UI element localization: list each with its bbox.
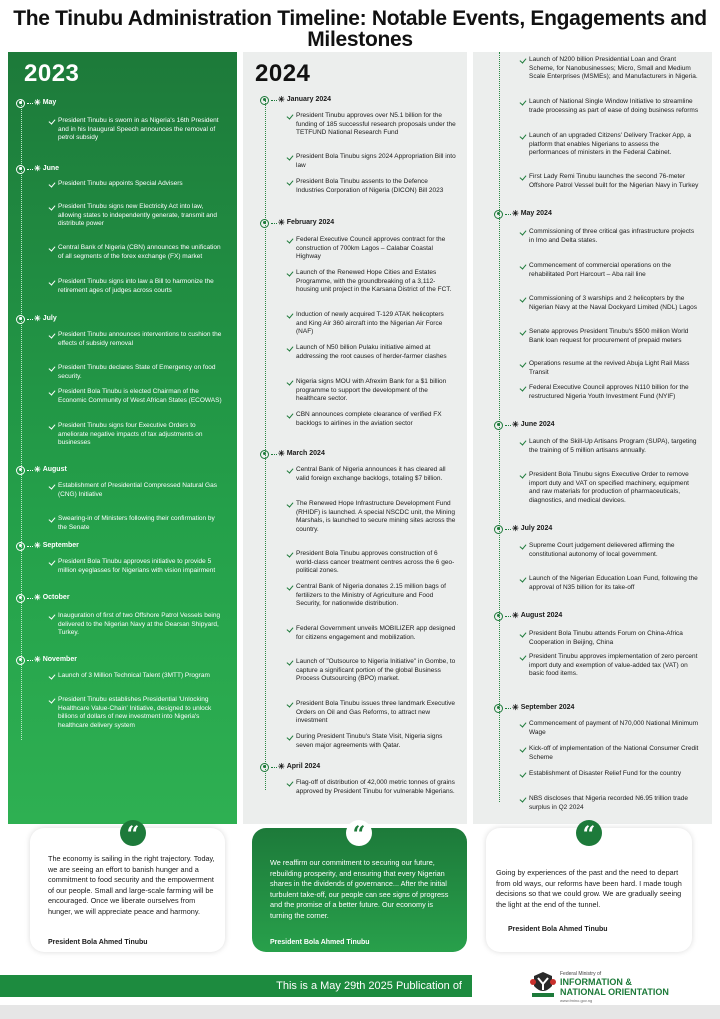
timeline-dot-icon <box>16 466 25 475</box>
ministry-prefix: Federal Ministry of <box>560 971 602 977</box>
quote-text: We reaffirm our commitment to securing our future, rebuilding prosperity, and ensuring that every Nigerian shares in the dividends of governance... After the initial turbulent take-off, our people can see signs of progress and the promise of a better future. Our economy is turning the corner. <box>270 858 449 920</box>
event: President Bola Tinubu signs Executive Order to remove import duty and VAT on specified machinery, equipment and raw materials for production of pharmaceuticals, diagnostics, and medical devices. <box>529 471 699 505</box>
asterisk-icon: ✳ <box>34 314 41 323</box>
event: President Bola Tinubu approves initiative to provide 5 million eyeglasses for Nigerians with vision impairment <box>58 558 223 575</box>
event: Swearing-in of Ministers following their confirmation by the Senate <box>58 515 223 532</box>
year-2024: 2024 <box>255 60 311 87</box>
asterisk-icon: ✳ <box>34 655 41 664</box>
page-title: The Tinubu Administration Timeline: Notable Events, Engagements and Milestones <box>13 7 707 51</box>
coat-of-arms-icon <box>530 970 556 998</box>
timeline-dot-icon <box>260 219 269 228</box>
asterisk-icon: ✳ <box>512 703 519 712</box>
event: President Tinubu establishes Presidential 'Unlocking Healthcare Value-Chain' Initiative, designed to unlock billions of dollars of new investment into Nigeria's healthcare delivery system <box>58 696 223 730</box>
event: Launch of National Single Window Initiative to streamline trade processing as part of ease of doing business reforms <box>529 98 699 114</box>
event: President Tinubu approves over N5.1 billion for the funding of 185 successful research proposals under the TETFUND National Research Fund <box>296 112 456 137</box>
event: Senate approves President Tinubu's $500 million World Bank loan request for procurement of prepaid meters <box>529 328 699 345</box>
event: President Tinubu signs four Executive Orders to ameliorate negative impacts of tax adjustments on businesses <box>58 422 223 448</box>
event: During President Tinubu's State Visit, Nigeria signs seven major agreements with Qatar. <box>296 733 456 750</box>
event: President Tinubu appoints Special Advisers <box>58 180 223 189</box>
bottom-bar <box>0 1005 720 1019</box>
event: Establishment of Disaster Relief Fund for the country <box>529 770 699 779</box>
month-january-2024: ✳ January 2024 <box>260 95 331 105</box>
month-october: ✳ October <box>16 593 70 603</box>
event: Launch of the Renewed Hope Cities and Estates Programme, with the groundbreaking of a 3,112-housing unit project in the Karsana District of the FCT. <box>296 269 456 295</box>
timeline-dot-icon <box>494 210 503 219</box>
month-february-2024: ✳ February 2024 <box>260 218 334 228</box>
timeline-dot-icon <box>16 165 25 174</box>
quote-icon: “ <box>576 820 602 846</box>
quote-author: President Bola Ahmed Tinubu <box>270 939 370 946</box>
timeline-line <box>21 100 22 740</box>
event: Launch of the Skill-Up Artisans Program (SUPA), targeting the training of 5 million artisans annually. <box>529 438 699 455</box>
timeline-dot-icon <box>494 525 503 534</box>
month-august: ✳ August <box>16 465 67 475</box>
timeline-dot-icon <box>260 763 269 772</box>
event: President Tinubu declares State of Emergency on food security. <box>58 364 223 381</box>
month-april-2024: ✳ April 2024 <box>260 762 320 772</box>
event: Kick-off of implementation of the National Consumer Credit Scheme <box>529 745 699 761</box>
quote-card-3 <box>486 822 692 952</box>
publication-footer: This is a May 29th 2025 Publication of <box>0 975 472 997</box>
event: Federal Executive Council approves contract for the construction of 700km Lagos – Calabar Coastal Highway <box>296 236 456 262</box>
quote-card-2 <box>252 822 467 952</box>
month-may-2024: ✳ May 2024 <box>494 209 552 219</box>
event: The Renewed Hope Infrastructure Development Fund (RHIDF) is launched. A special NSCDC unit, the Mining Marshals, is launched to secure mining sites across the country. <box>296 500 456 533</box>
event: Induction of newly acquired T-129 ATAK helicopters and King Air 360 aircraft into the Nigerian Air Force (NAF) <box>296 311 456 337</box>
event: Commencement of commercial operations on the rehabilitated Port Harcourt – Aba rail line <box>529 262 699 279</box>
month-july: ✳ July <box>16 314 57 324</box>
event: President Bola Tinubu approves construction of 6 world-class cancer treatment centres across the 6 geo-political zones. <box>296 550 455 575</box>
timeline-2024-column-1 <box>243 52 467 824</box>
event: Operations resume at the revived Abuja Light Rail Mass Transit <box>529 360 699 377</box>
asterisk-icon: ✳ <box>34 465 41 474</box>
month-march-2024: ✳ March 2024 <box>260 449 325 459</box>
timeline-dot-icon <box>494 612 503 621</box>
quote-icon: “ <box>120 820 146 846</box>
event: President Tinubu signs into law a Bill to harmonize the retirement ages of judges across courts <box>58 278 223 295</box>
event: Flag-off of distribution of 42,000 metric tonnes of grains approved by President Tinubu for vulnerable Nigerians. <box>296 779 455 795</box>
month-august-2024: ✳ August 2024 <box>494 611 562 621</box>
timeline-dot-icon <box>494 421 503 430</box>
quote-author: President Bola Ahmed Tinubu <box>48 939 148 946</box>
timeline-dot-icon <box>260 450 269 459</box>
month-november: ✳ November <box>16 655 77 665</box>
event: Commissioning of 3 warships and 2 helicopters by the Nigerian Navy at the Naval Dockyard Limited (NDL) Lagos <box>529 295 697 311</box>
timeline-dot-icon <box>16 542 25 551</box>
timeline-dot-icon <box>16 315 25 324</box>
timeline-dot-icon <box>16 656 25 665</box>
asterisk-icon: ✳ <box>34 593 41 602</box>
quote-icon: “ <box>346 820 372 846</box>
asterisk-icon: ✳ <box>34 98 41 107</box>
ministry-name: INFORMATION & NATIONAL ORIENTATION <box>560 977 669 997</box>
event: Launch of N200 billion Presidential Loan and Grant Scheme, for Nanobusinesses; Micro, Small and Medium Scale Enterprises (MSMEs); and Manufacturers in Nigeria. <box>529 56 698 81</box>
event: Launch of the Nigerian Education Loan Fund, following the approval of N35 billion for its take-off <box>529 575 698 591</box>
event: Launch of "Outsource to Nigeria Initiative" in Gombe, to capture a significant portion of the global Business Process Outsourcing (BPO) market. <box>296 658 456 683</box>
timeline-dot-icon <box>494 704 503 713</box>
asterisk-icon: ✳ <box>278 218 285 227</box>
event: First Lady Remi Tinubu launches the second 76-meter Offshore Patrol Vessel built for the Nigerian Navy in Turkey <box>529 173 699 189</box>
event: Nigeria signs MOU with Afrexim Bank for a $1 billion programme to support the development of the healthcare sector. <box>296 378 456 404</box>
timeline-2024-column-2 <box>473 52 712 824</box>
timeline-dot-icon <box>16 99 25 108</box>
event: President Bola Tinubu is elected Chairman of the Economic Community of West African States (ECOWAS) <box>58 388 222 404</box>
event: CBN announces complete clearance of verified FX backlogs to airlines in the aviation sector <box>296 411 456 428</box>
event: Central Bank of Nigeria announces it has cleared all valid foreign exchange backlogs, totaling $7 billion. <box>296 466 456 483</box>
event: Central Bank of Nigeria (CBN) announces the unification of all segments of the forex exchange (FX) market <box>58 244 223 261</box>
event: Launch of N50 billion Pulaku initiative aimed at addressing the root causes of herder-farmer clashes <box>296 344 456 361</box>
timeline-dot-icon <box>260 96 269 105</box>
ministry-logo <box>530 968 710 1002</box>
event: Commissioning of three critical gas infrastructure projects in Imo and Delta states. <box>529 228 699 245</box>
event: President Tinubu is sworn in as Nigeria's 16th President and in his Inaugural Speech announces the removal of petrol subsidy <box>58 117 223 143</box>
asterisk-icon: ✳ <box>512 209 519 218</box>
event: Commencement of payment of N70,000 National Minimum Wage <box>529 720 699 736</box>
event: Launch of 3 Million Technical Talent (3MTT) Program <box>58 672 223 681</box>
event: NBS discloses that Nigeria recorded N6.95 trillion trade surplus in Q2 2024 <box>529 795 699 812</box>
asterisk-icon: ✳ <box>34 541 41 550</box>
asterisk-icon: ✳ <box>278 95 285 104</box>
asterisk-icon: ✳ <box>512 420 519 429</box>
event: President Tinubu approves implementation of zero percent import duty and exemption of value-added tax (VAT) on basic food items. <box>529 653 698 678</box>
asterisk-icon: ✳ <box>278 762 285 771</box>
event: Inauguration of first of two Offshore Patrol Vessels being delivered to the Nigerian Navy at the Dearsan Shipyard, Turkey. <box>58 612 223 638</box>
year-2023: 2023 <box>24 60 80 87</box>
month-june-2024: ✳ June 2024 <box>494 420 555 430</box>
quote-text: Going by experiences of the past and the need to depart from old ways, our reforms have been hard. I made tough decisions so that we could grow. We are gradually seeing the light at the end of the tunnel. <box>496 868 682 909</box>
event: Establishment of Presidential Compressed Natural Gas (CNG) Initiative <box>58 482 223 499</box>
month-july-2024: ✳ July 2024 <box>494 524 552 534</box>
asterisk-icon: ✳ <box>34 164 41 173</box>
event: Central Bank of Nigeria donates 2.15 million bags of fertilizers to the Ministry of Agriculture and Food Security, for nationwide distribution. <box>296 583 456 609</box>
asterisk-icon: ✳ <box>512 524 519 533</box>
timeline-line <box>265 100 266 790</box>
event: President Bola Tinubu issues three landmark Executive Orders on Oil and Gas Reforms, to attract new investment <box>296 700 455 725</box>
timeline-2023-column <box>8 52 237 824</box>
quote-text: The economy is sailing in the right trajectory. Today, we are seeing an effort to banish hunger and a commitment to food security and the empowerment of our people. Small and large-scale farming will be encouraged. Once we liberate ourselves from hunger, we will appreciate peace and harmony. <box>48 854 215 916</box>
event: Launch of an upgraded Citizens' Delivery Tracker App, a platform that enables Nigerians to assess the performances of ministers in the Federal Cabinet. <box>529 132 699 158</box>
event: Federal Government unveils MOBILIZER app designed for citizens engagement and mobilization. <box>296 625 456 641</box>
asterisk-icon: ✳ <box>278 449 285 458</box>
event: President Tinubu announces interventions to cushion the effects of subsidy removal <box>58 331 222 347</box>
event: Supreme Court judgement delievered affirming the constitutional autonomy of local government. <box>529 542 699 559</box>
month-september: ✳ September <box>16 541 79 551</box>
event: Federal Executive Council approves N110 billion for the restructured Nigeria Youth Investment Fund (NYIF) <box>529 384 699 401</box>
ministry-website: www.fmino.gov.ng <box>560 998 593 1003</box>
quote-author: President Bola Ahmed Tinubu <box>508 926 608 933</box>
month-june: ✳ June <box>16 164 59 174</box>
event: President Tinubu signs new Electricity Act into law, allowing states to independently generate, transmit and distribute power <box>58 203 223 229</box>
quote-card-1 <box>30 822 225 952</box>
timeline-dot-icon <box>16 594 25 603</box>
event: President Bola Tinubu signs 2024 Appropriation Bill into law <box>296 153 456 169</box>
month-september-2024: ✳ September 2024 <box>494 703 574 713</box>
event: President Bola Tinubu assents to the Defence Industries Corporation of Nigeria (DICON) Bill 2023 <box>296 178 456 195</box>
asterisk-icon: ✳ <box>512 611 519 620</box>
event: President Bola Tinubu attends Forum on China-Africa Cooperation in Beijing, China <box>529 630 699 647</box>
month-may: ✳ May <box>16 98 56 108</box>
